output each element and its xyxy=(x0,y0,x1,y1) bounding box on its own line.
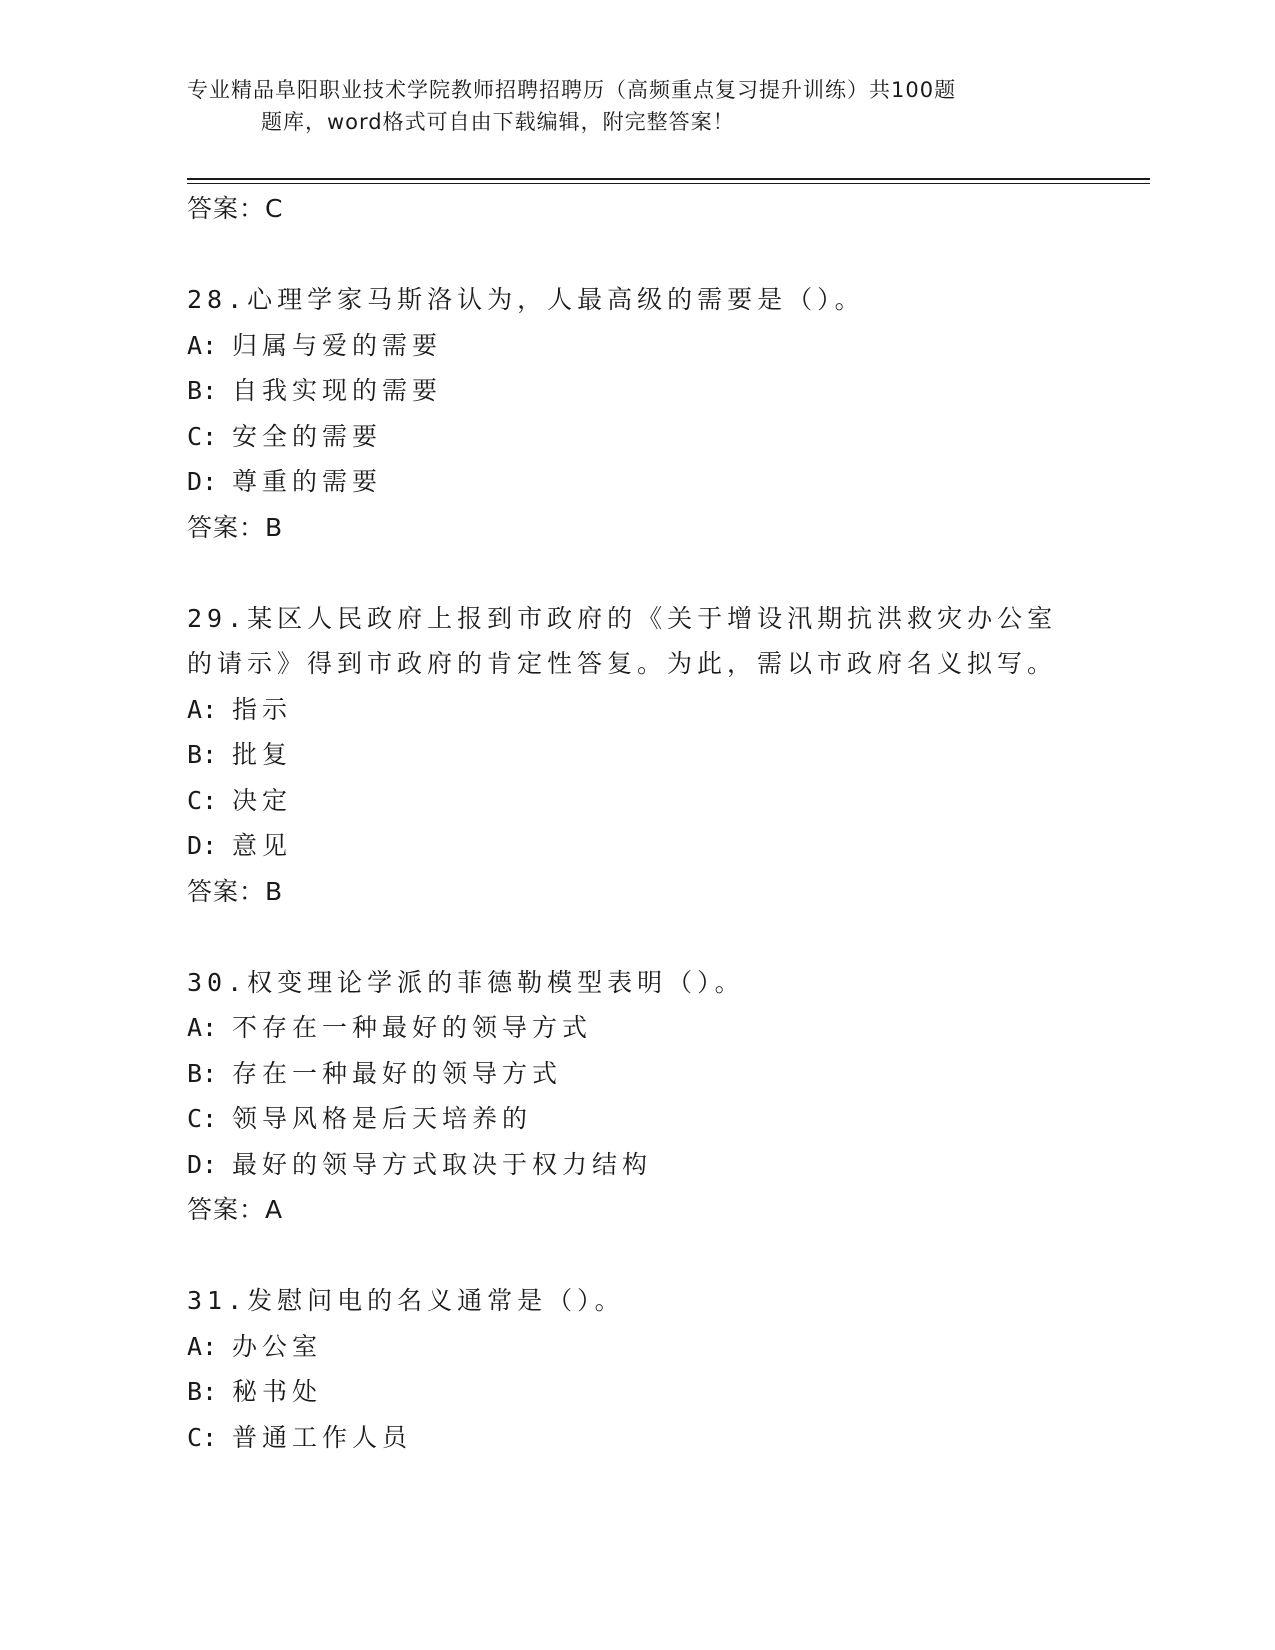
option-key: B: xyxy=(187,376,218,405)
question-spacer xyxy=(187,231,1087,277)
question-option xyxy=(187,1415,1087,1461)
question-option xyxy=(187,687,1087,733)
option-text: 领导风格是后天培养的 xyxy=(232,1104,533,1133)
question-item xyxy=(187,596,1087,914)
option-text: 自我实现的需要 xyxy=(232,376,443,405)
option-text: 意见 xyxy=(232,831,293,860)
question-option xyxy=(187,368,1087,414)
answer-line: 答案：B xyxy=(187,512,284,542)
option-key: C: xyxy=(187,785,218,815)
option-text: 尊重的需要 xyxy=(232,467,383,496)
question-title: 30.权变理论学派的菲德勒模型表明（）。 xyxy=(187,967,745,997)
answer-line: 答案：A xyxy=(187,1195,284,1224)
question-item xyxy=(187,277,1087,550)
option-text: 秘书处 xyxy=(232,1377,323,1406)
header-divider-thin xyxy=(187,183,1150,184)
question-option xyxy=(187,1005,1087,1051)
option-text: 不存在一种最好的领导方式 xyxy=(232,1013,593,1042)
option-text: 决定 xyxy=(232,785,293,815)
question-spacer xyxy=(187,914,1087,960)
question-option xyxy=(187,823,1087,869)
question-option xyxy=(187,1369,1087,1415)
option-key: C: xyxy=(187,1422,218,1452)
option-text: 安全的需要 xyxy=(232,421,383,451)
option-text: 最好的领导方式取决于权力结构 xyxy=(232,1149,653,1179)
answer-line: 答案：B xyxy=(187,876,284,906)
question-option xyxy=(187,778,1087,824)
question-title: 28.心理学家马斯洛认为，人最高级的需要是（）。 xyxy=(187,285,865,314)
header-title-line2: 题库，word格式可自由下载编辑，附完整答案！ xyxy=(261,110,735,134)
option-key: A: xyxy=(187,1013,218,1042)
option-text: 批复 xyxy=(232,740,293,769)
option-text: 办公室 xyxy=(232,1331,323,1361)
option-key: D: xyxy=(187,1149,218,1179)
question-option xyxy=(187,1051,1087,1097)
header-title-line1: 专业精品阜阳职业技术学院教师招聘招聘历（高频重点复习提升训练）共100题 xyxy=(187,78,957,102)
option-key: B: xyxy=(187,1377,218,1406)
header-divider-thick xyxy=(187,178,1150,180)
option-key: C: xyxy=(187,1104,218,1133)
question-item xyxy=(187,1278,1087,1460)
option-key: A: xyxy=(187,330,218,360)
question-option xyxy=(187,732,1087,778)
question-option xyxy=(187,1324,1087,1370)
option-text: 存在一种最好的领导方式 xyxy=(232,1058,563,1088)
option-key: D: xyxy=(187,467,218,496)
option-text: 归属与爱的需要 xyxy=(232,330,443,360)
option-key: C: xyxy=(187,421,218,451)
option-text: 普通工作人员 xyxy=(232,1422,413,1452)
question-list xyxy=(187,186,1087,1460)
option-key: B: xyxy=(187,740,218,769)
question-title: 29.某区人民政府上报到市政府的《关于增设汛期抗洪救灾办公室的请示》得到市政府的肯定性答复。为此，需以市政府名义拟写。 xyxy=(187,603,1058,678)
question-option xyxy=(187,459,1087,505)
question-title: 31.发慰问电的名义通常是（）。 xyxy=(187,1286,625,1315)
question-option xyxy=(187,1142,1087,1188)
option-key: A: xyxy=(187,694,218,724)
question-option xyxy=(187,323,1087,369)
question-option xyxy=(187,414,1087,460)
question-option xyxy=(187,1096,1087,1142)
option-text: 指示 xyxy=(232,694,293,724)
question-spacer xyxy=(187,1232,1087,1278)
answer-line: 答案：C xyxy=(187,194,284,223)
page-header xyxy=(187,74,1087,138)
option-key: B: xyxy=(187,1058,218,1088)
question-item xyxy=(187,960,1087,1233)
option-key: A: xyxy=(187,1331,218,1361)
question-spacer xyxy=(187,550,1087,596)
option-key: D: xyxy=(187,831,218,860)
